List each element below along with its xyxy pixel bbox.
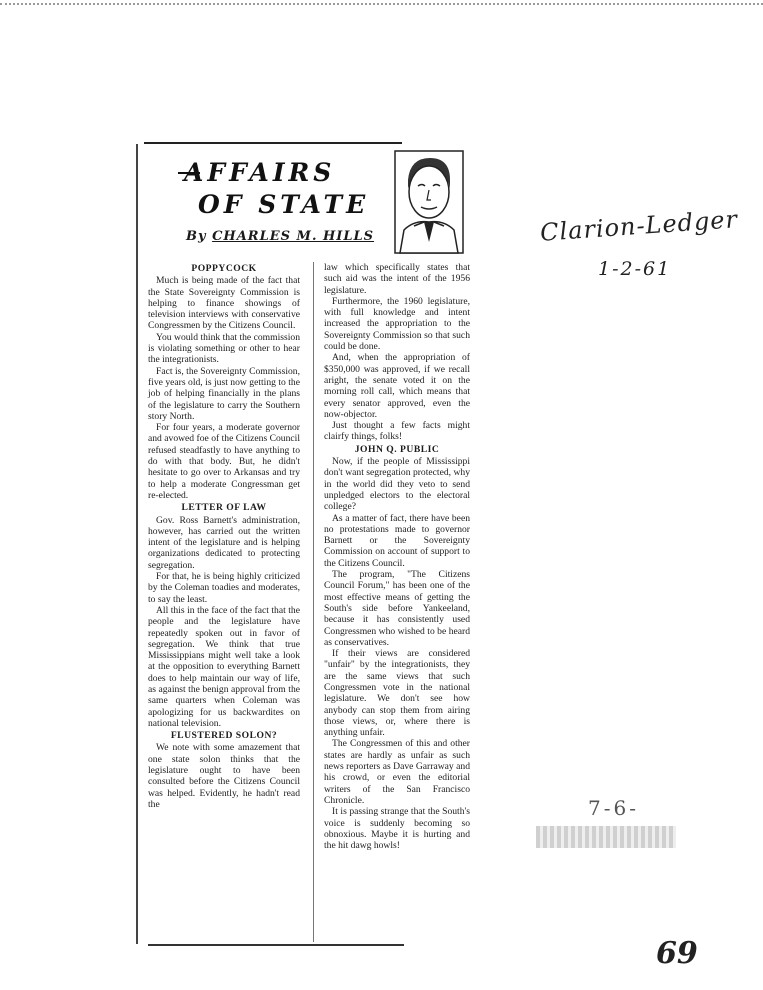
- article-paragraph: Furthermore, the 1960 legislature, with full knowledge and intent increased the appropriation to the Sovereignty Commission so that such could be done.: [324, 295, 470, 353]
- article-column-1: [148, 262, 300, 810]
- archive-stamp-number: 7-6-: [588, 796, 639, 820]
- article-paragraph: Now, if the people of Mississippi don't want segregation protected, why in the world did they veto to send unpledged electors to the electoral college?: [324, 456, 470, 513]
- author-portrait: [394, 150, 464, 254]
- article-paragraph: For four years, a moderate governor and avowed foe of the Citizens Council refused steadfastly to have anything to do with that body. But, he didn't hesitate to go over to Arkansas and try to help a moderate Congressman get re-elected.: [148, 422, 300, 501]
- article-paragraph: Fact is, the Sovereignty Commission, five years old, is just now getting to the job of helping financially in the plans of the legislature to carry the Southern story North.: [148, 365, 300, 422]
- column-header: [142, 146, 398, 256]
- article-paragraph: The program, "The Citizens Council Forum," has been one of the most effective means of getting the South's side before Yankeeland, because it has consistently used Congressmen who wished to be heard as conservatives.: [324, 569, 470, 648]
- article-paragraph: You would think that the commission is violating something or other to hear the integrationists.: [148, 331, 300, 366]
- article-paragraph: law which specifically states that such aid was the intent of the 1956 legislature.: [324, 262, 470, 296]
- article-paragraph: And, when the appropriation of $350,000 was approved, if we recall aright, the senate voted it on the morning roll call, which means that every senator approved, even the now-objector.: [324, 352, 470, 420]
- column-divider: [313, 262, 314, 942]
- bottom-rule: [148, 944, 404, 946]
- headline-line-1: AFFAIRS: [184, 158, 336, 187]
- handwritten-page-number: 69: [656, 936, 698, 971]
- section-heading: LETTER OF LAW: [181, 502, 267, 514]
- article-paragraph: We note with some amazement that one state solon thinks that the legislature ought to have been consulted before the Citizens Council was helped. Evidently, he hadn't read the: [148, 742, 300, 810]
- byline-prefix: By: [186, 229, 207, 244]
- article-paragraph: All this in the face of the fact that the people and the legislature have repeatedly spoken out in favor of segregation. We think that true Mississippians might well take a look at the opposition to everything Barnett does to help maintain our way of life, as against the benign approval from the same quarters when Coleman was apologizing for us backwardites on national television.: [148, 604, 300, 729]
- headline-line-2: OF STATE: [198, 190, 370, 219]
- article-paragraph: If their views are considered "unfair" by the integrationists, they are the same views that such Congressmen vote in the national legislature. We don't see how anybody can stop them from airing those views, or, where there is anything unfair.: [324, 648, 470, 739]
- article-paragraph: Much is being made of the fact that the State Sovereignty Commission is helping to finance showings of television interviews with conservative Congressmen by the Citizens Council.: [148, 275, 300, 332]
- section-heading: POPPYCOCK: [191, 263, 257, 274]
- article-column-2: [324, 262, 470, 851]
- article-paragraph: The Congressmen of this and other states are hardly as unfair as such news reporters as Dave Garraway and his crowd, or even the editorial writers of the San Francisco Chronicle.: [324, 738, 470, 806]
- article-paragraph: Gov. Ross Barnett's administration, however, has carried out the written intent of the legislature and is helping organizations dedicated to protecting segregation.: [148, 514, 300, 571]
- author-name: CHARLES M. HILLS: [212, 229, 375, 244]
- byline: [186, 229, 374, 244]
- section-heading: FLUSTERED SOLON?: [170, 730, 278, 742]
- handwritten-date: 1-2-61: [598, 258, 672, 280]
- scan-edge-dots: [0, 3, 763, 5]
- article-paragraph: Just thought a few facts might clairfy things, folks!: [324, 420, 470, 443]
- archive-stamp-illegible: [536, 826, 676, 848]
- handwritten-source: Clarion-Ledger: [539, 205, 739, 247]
- left-rule: [136, 144, 138, 944]
- top-rule: [144, 142, 402, 144]
- section-heading: JOHN Q. PUBLIC: [354, 443, 440, 455]
- article-paragraph: It is passing strange that the South's voice is suddenly becoming so obnoxious. Maybe it is hurting and the hit dawg howls!: [324, 806, 470, 852]
- article-paragraph: As a matter of fact, there have been no protestations made to governor Barnett or the Sovereignty Commission on account of support to the Citizens Council.: [324, 512, 470, 569]
- article-paragraph: For that, he is being highly criticized by the Coleman toadies and moderates, to say the least.: [148, 571, 300, 605]
